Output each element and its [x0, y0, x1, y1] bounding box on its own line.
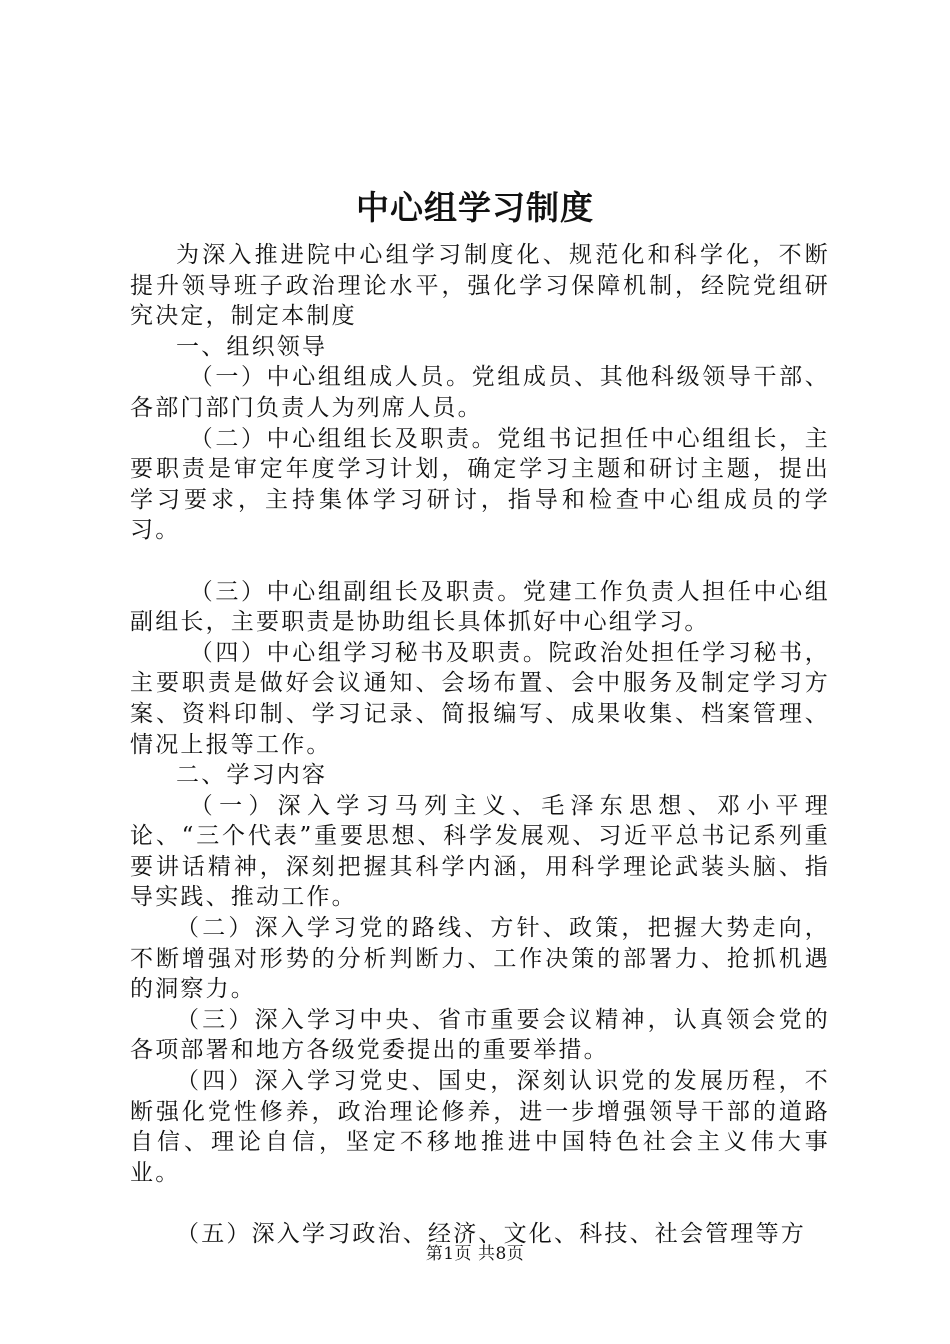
paragraph-content-policy: （二）深入学习党的路线、方针、政策，把握大势走向，不断增强对形势的分析判断力、工作决策的部署力、抢抓机遇的洞察力。 — [130, 915, 830, 1003]
paragraph-content-fields: （五）深入学习政治、经济、文化、科技、社会管理等方 — [176, 1221, 806, 1247]
document-body — [130, 240, 830, 1250]
document-title: 中心组学习制度 — [356, 188, 594, 227]
paragraph-content-theory: （一）深入学习马列主义、毛泽东思想、邓小平理论、“三个代表”重要思想、科学发展观、习近平总书记系列重要讲话精神，深刻把握其科学内涵，用科学理论武装头脑、指导实践、推动工作。 — [130, 792, 830, 911]
paragraph-content-meetings: （三）深入学习中央、省市重要会议精神，认真领会党的各项部署和地方各级党委提出的重要举措。 — [130, 1006, 830, 1064]
paragraph-secretary-duties: （四）中心组学习秘书及职责。院政治处担任学习秘书，主要职责是做好会议通知、会场布置、会中服务及制定学习方案、资料印制、学习记录、简报编写、成果收集、档案管理、情况上报等工作。 — [130, 639, 830, 758]
section-heading-content: 二、学习内容 — [176, 762, 328, 789]
paragraph-content-history: （四）深入学习党史、国史，深刻认识党的发展历程，不断强化党性修养，政治理论修养，进一步增强领导干部的道路自信、理论自信，坚定不移地推进中国特色社会主义伟大事业。 — [130, 1068, 830, 1186]
page-indicator: 第1页 共8页 — [425, 1244, 525, 1264]
paragraph-members: （一）中心组组成人员。党组成员、其他科级领导干部、各部门部门负责人为列席人员。 — [130, 364, 830, 421]
paragraph-deputy-duties: （三）中心组副组长及职责。党建工作负责人担任中心组副组长，主要职责是协助组长具体抓好中心组学习。 — [130, 578, 830, 636]
paragraph-leader-duties: （二）中心组组长及职责。党组书记担任中心组组长，主要职责是审定年度学习计划，确定学习主题和研讨主题，提出学习要求，主持集体学习研讨，指导和检查中心组成员的学习。 — [130, 425, 830, 544]
intro-paragraph: 为深入推进院中心组学习制度化、规范化和科学化，不断提升领导班子政治理论水平，强化学习保障机制，经院党组研究决定，制定本制度 — [130, 242, 830, 330]
section-heading-organization: 一、组织领导 — [176, 333, 328, 360]
